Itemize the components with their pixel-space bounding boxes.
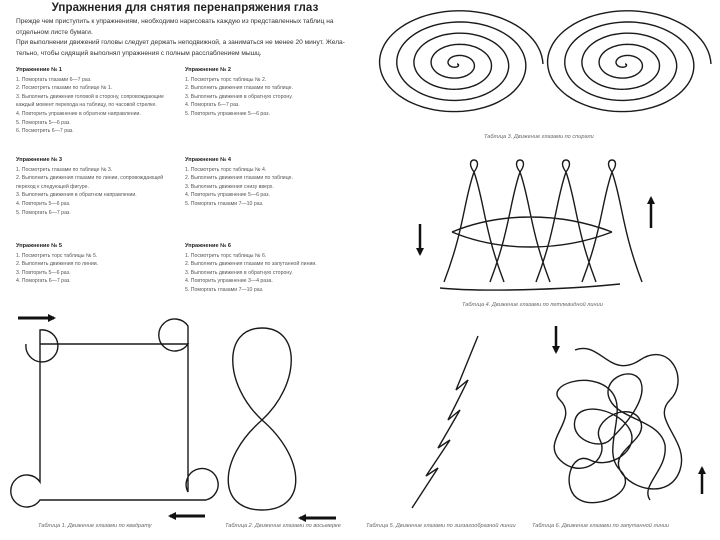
exercise-heading: Упражнение № 5: [16, 243, 63, 249]
exercise-line: 2. Выполнить движения глазами по таблице.: [185, 85, 293, 92]
exercise-line: каждый момент перехода на таблицу, по часовой стрелке.: [16, 102, 157, 109]
square-loops-diagram: [11, 319, 218, 507]
caption-table-3: Таблица 3. Движение глазами по спирали: [484, 134, 594, 140]
exercise-line: 5. Поморгать глазами 7—10 раз.: [185, 286, 264, 293]
caption-table-2: Таблица 2. Движение глазами по восьмерке: [225, 523, 341, 529]
exercise-line: 2. Выполнить движения глазами по запутанной линии.: [185, 261, 317, 268]
exercise-line: переход к следующей фигуре.: [16, 183, 89, 190]
exercise-line: 3. Выполнить движения в обратную сторону.: [185, 269, 293, 276]
exercise-line: 6. Посмотреть 6—7 раз.: [16, 128, 74, 135]
exercise-line: 5. Поморгать 5—6 раз.: [16, 119, 71, 126]
exercise-line: 4. Поморгать 6—7 раз.: [185, 102, 240, 109]
exercise-line: 2. Выполнить движения глазами по линии, сопровождающей: [16, 175, 164, 182]
exercise-heading: Упражнение № 6: [185, 243, 232, 249]
exercise-line: 2. Выполнить движения глазами по таблице.: [185, 175, 293, 182]
exercise-line: 1. Посмотреть торс таблицы № 4.: [185, 166, 267, 173]
exercise-heading: Упражнение № 3: [16, 157, 63, 163]
exercise-line: 1. Посмотреть торс таблицы № 2.: [185, 76, 267, 83]
loop-line-diagram: [440, 160, 642, 290]
exercise-line: 3. Выполнить движения головой в сторону, сопровождающие: [16, 93, 164, 100]
exercise-line: 4. Повторить 5—6 раз.: [16, 200, 71, 207]
exercise-line: 3. Выполнить движения в обратном направлении.: [16, 192, 137, 199]
intro-line: тельно, чтобы сидящий выполнял упражнения с полным расслаблением мышц.: [16, 49, 262, 57]
intro-line: Прежде чем приступить к упражнениям, необходимо нарисовать каждую из представленных таблиц на: [16, 18, 334, 25]
exercise-line: 1. Посмотреть глазами по таблице № 3.: [16, 166, 113, 173]
exercise-line: 2. Выполнить движения по линии.: [16, 261, 99, 268]
caption-table-6: Таблица 6. Движение глазами по запутанной линии: [532, 523, 670, 529]
exercise-line: 1. Посмотреть торс таблицы № 6.: [185, 252, 267, 259]
exercise-line: 4. Поморгать 6—7 раз.: [16, 278, 71, 285]
exercise-heading: Упражнение № 2: [185, 67, 232, 73]
exercise-line: 5. Повторить упражнение 5—6 раз.: [185, 110, 270, 117]
exercise-line: 3. Повторить 5—6 раз.: [16, 269, 71, 276]
exercise-line: 5. Поморгать 6—7 раз.: [16, 209, 71, 216]
exercise-heading: Упражнение № 4: [185, 157, 232, 163]
caption-table-5: Таблица 5. Движение глазами по зигзагообразной линии: [366, 523, 516, 529]
exercise-line: 5. Поморгать глазами 7—10 раз.: [185, 200, 264, 207]
spiral-diagram: [380, 11, 711, 112]
exercise-line: 4. Повторить упражнение 5—6 раз.: [185, 192, 270, 199]
caption-table-1: Таблица 1. Движение глазами по квадрату: [38, 523, 152, 529]
exercise-line: 4. Повторить упражнение 3—4 раза.: [185, 278, 273, 285]
intro-line: При выполнении движений головы следует держать неподвижной, а заниматься не менее 20 минут. Жела-: [16, 39, 345, 46]
exercise-line: 3. Выполнить движения снизу вверх.: [185, 183, 274, 190]
exercise-heading: Упражнение № 1: [16, 67, 63, 73]
intro-line: отдельном листе бумаги.: [16, 28, 93, 36]
exercise-line: 4. Повторить упражнение в обратном направлении.: [16, 110, 141, 117]
caption-table-4: Таблица 4. Движение глазами по петлевидной линии: [462, 302, 603, 308]
figure-eight-diagram: [228, 328, 296, 510]
exercise-line: 3. Выполнить движения в обратную сторону.: [185, 93, 293, 100]
exercise-line: 1. Посмотреть торс таблицы № 5.: [16, 252, 98, 259]
exercise-line: 2. Посмотреть глазами по таблице № 1.: [16, 85, 113, 92]
tangled-line-diagram: [554, 348, 681, 502]
page-title: Упражнения для снятия перенапряжения глаз: [51, 2, 319, 14]
zigzag-diagram: [412, 336, 478, 508]
exercise-line: 1. Поморгать глазами 6—7 раз.: [16, 76, 92, 83]
